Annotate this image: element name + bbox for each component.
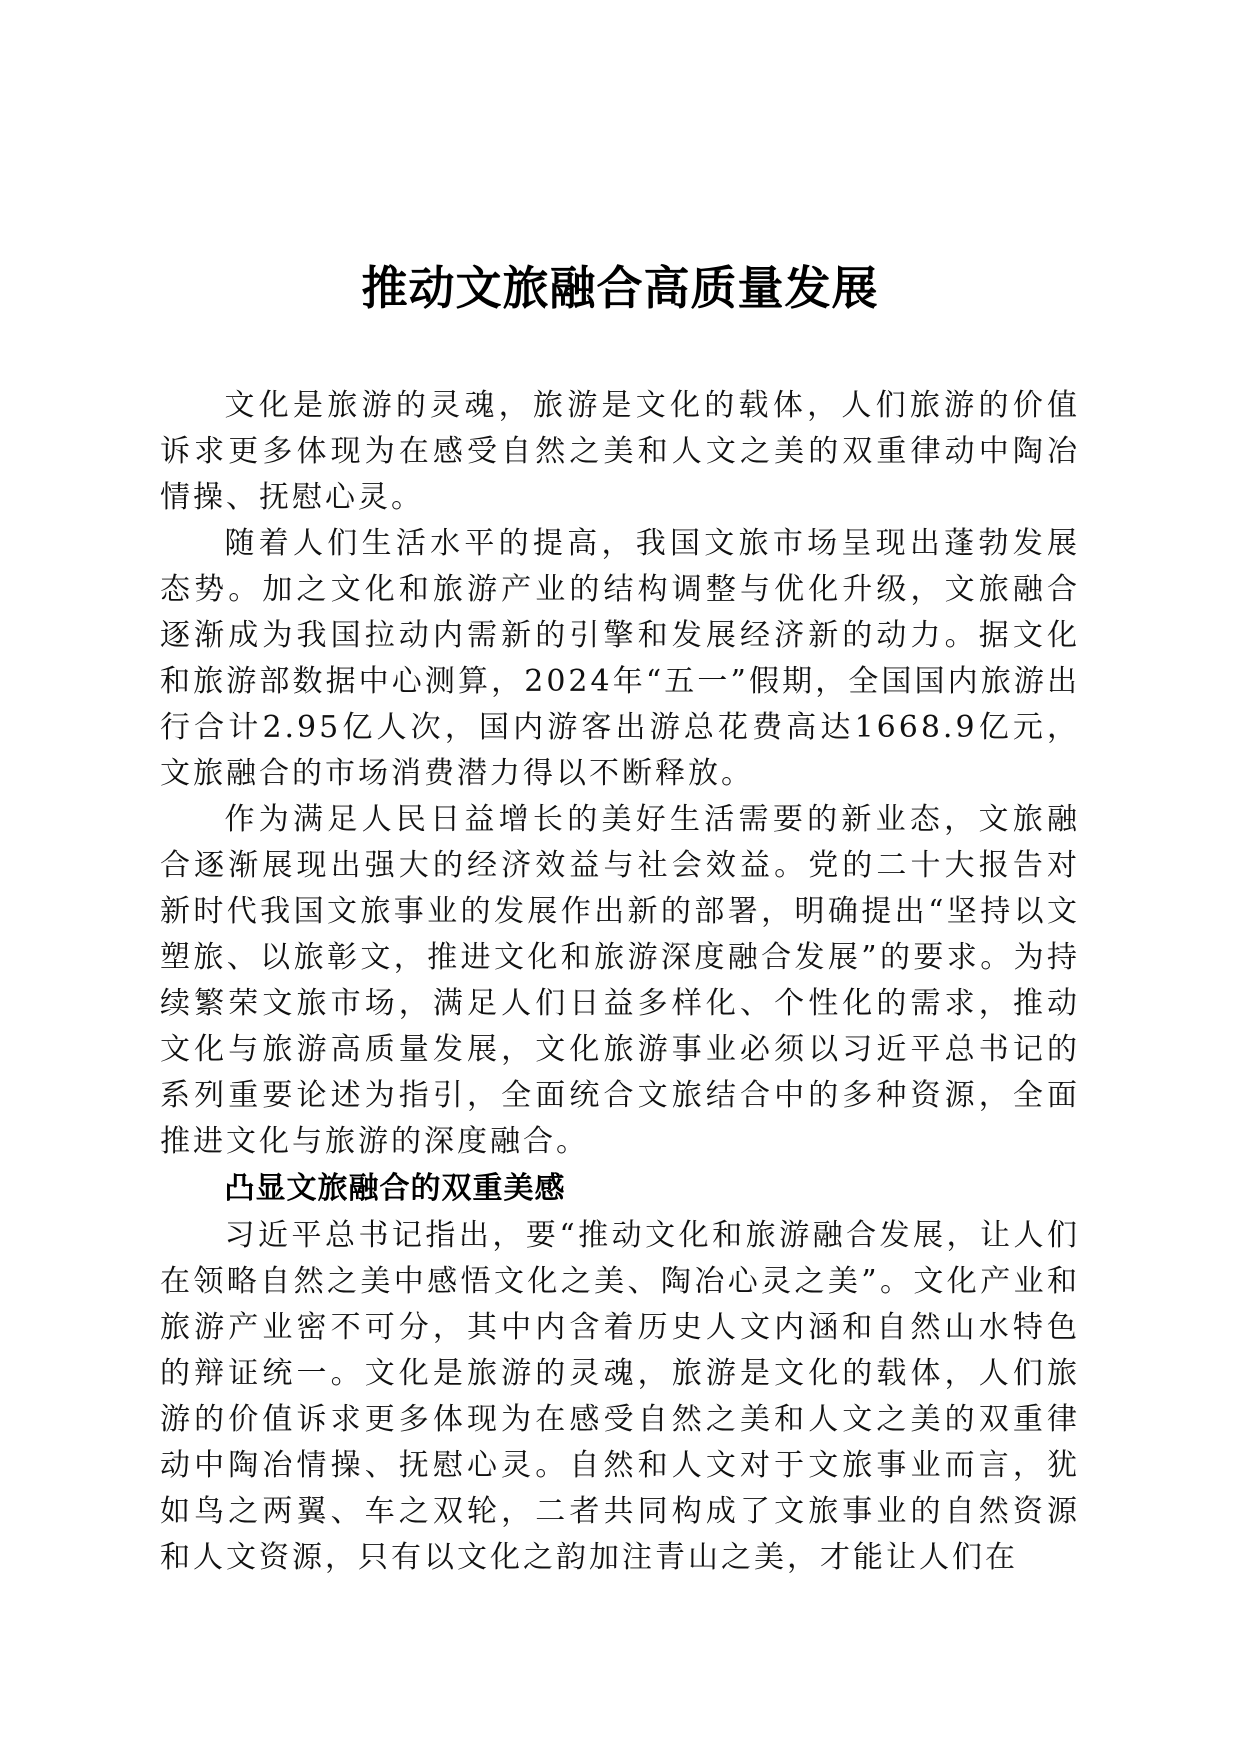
- paragraph-1: 文化是旅游的灵魂，旅游是文化的载体，人们旅游的价值诉求更多体现为在感受自然之美和人文之美的双重律动中陶冶情操、抚慰心灵。: [160, 388, 1080, 515]
- document-title: 推动文旅融合高质量发展: [361, 261, 879, 315]
- paragraph-2: 随着人们生活水平的提高，我国文旅市场呈现出蓬勃发展态势。加之文化和旅游产业的结构调整与优化升级，文旅融合逐渐成为我国拉动内需新的引擎和发展经济新的动力。据文化和旅游部数据中心测算，2024年“五一”假期，全国国内旅游出行合计2.95亿人次，国内游客出游总花费高达1668.9亿元，文旅融合的市场消费潜力得以不断释放。: [160, 526, 1080, 791]
- paragraph-3: 作为满足人民日益增长的美好生活需要的新业态，文旅融合逐渐展现出强大的经济效益与社会效益。党的二十大报告对新时代我国文旅事业的发展作出新的部署，明确提出“坚持以文塑旅、以旅彰文，推进文化和旅游深度融合发展”的要求。为持续繁荣文旅市场，满足人们日益多样化、个性化的需求，推动文化与旅游高质量发展，文化旅游事业必须以习近平总书记的系列重要论述为指引，全面统合文旅结合中的多种资源，全面推进文化与旅游的深度融合。: [160, 802, 1080, 1159]
- document-body: [160, 383, 1080, 1581]
- section-heading: 凸显文旅融合的双重美感: [224, 1171, 566, 1206]
- section-paragraph-1: 习近平总书记指出，要“推动文化和旅游融合发展，让人们在领略自然之美中感悟文化之美、陶冶心灵之美”。文化产业和旅游产业密不可分，其中内含着历史人文内涵和自然山水特色的辩证统一。文化是旅游的灵魂，旅游是文化的载体，人们旅游的价值诉求更多体现为在感受自然之美和人文之美的双重律动中陶冶情操、抚慰心灵。自然和人文对于文旅事业而言，犹如鸟之两翼、车之双轮，二者共同构成了文旅事业的自然资源和人文资源，只有以文化之韵加注青山之美，才能让人们在: [160, 1218, 1080, 1575]
